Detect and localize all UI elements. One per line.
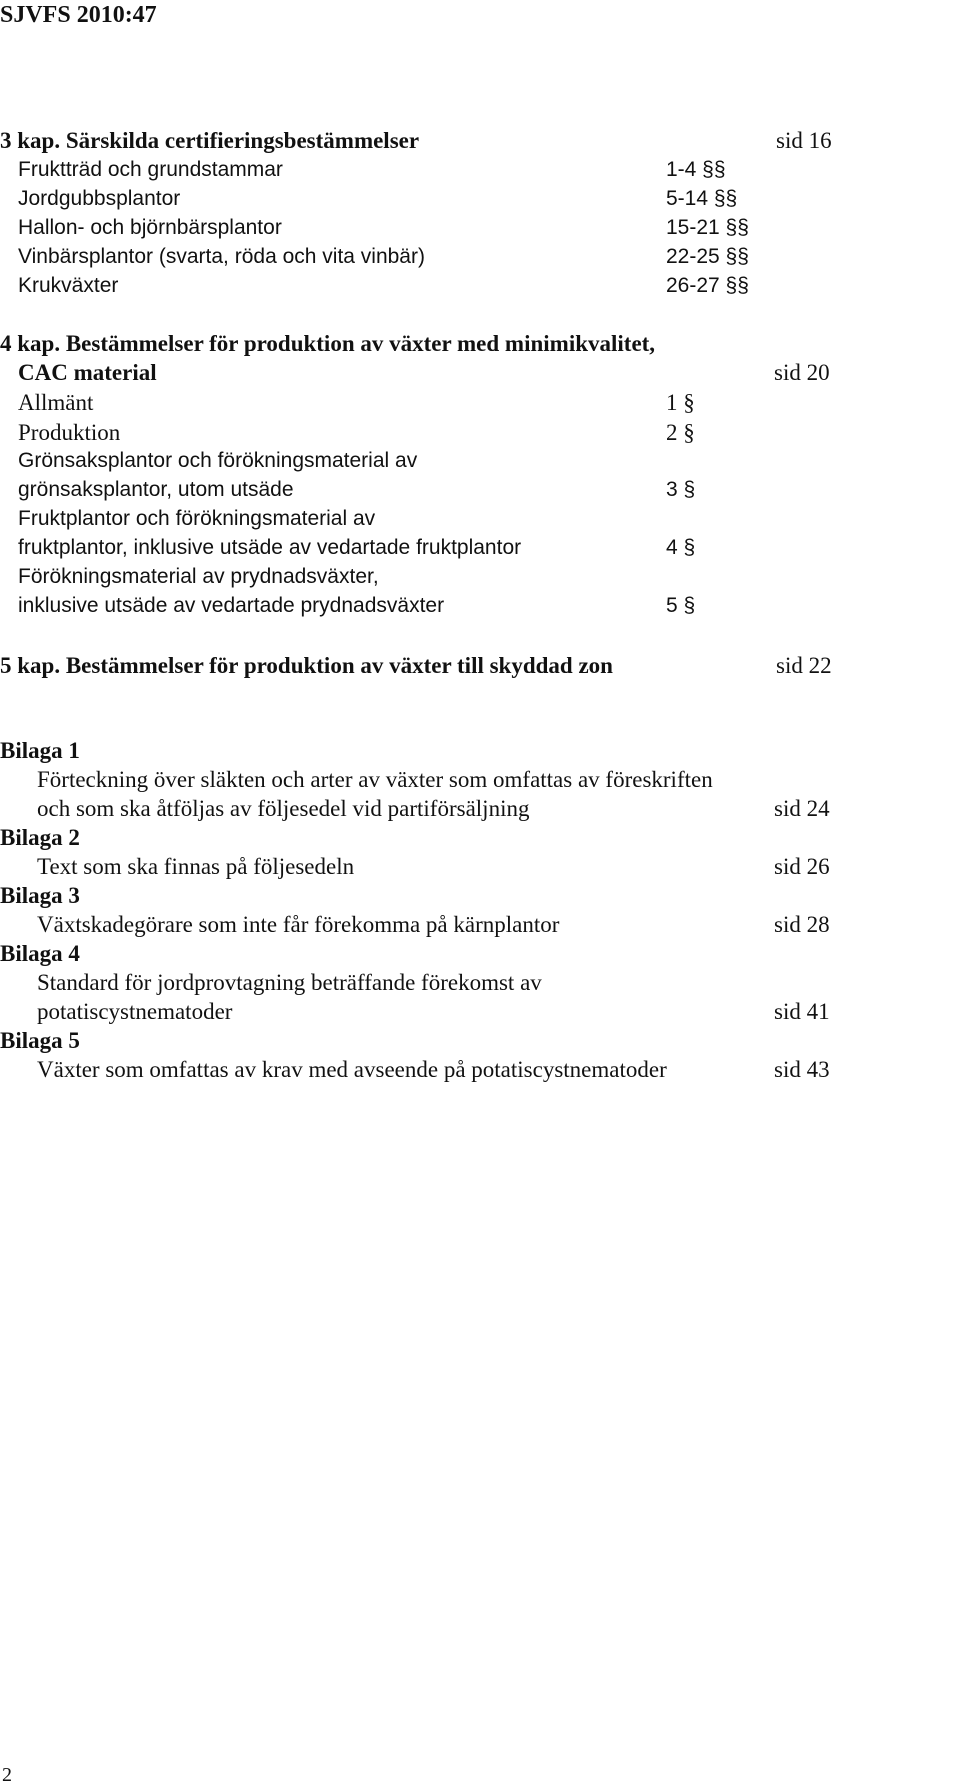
chapter-3-page: sid 16 (776, 128, 832, 153)
appendix-description: Växtskadegörare som inte får förekomma på kärnplantor (37, 912, 560, 937)
toc-item-ref: 15-21 §§ (666, 216, 749, 239)
toc-item-label: Förökningsmaterial av prydnadsväxter, (18, 565, 379, 588)
toc-item-label: Hallon- och björnbärsplantor (18, 216, 282, 239)
toc-item-label: Jordgubbsplantor (18, 187, 181, 210)
toc-item-ref: 2 § (666, 420, 695, 445)
appendix-page: sid 24 (774, 796, 830, 821)
toc-item-ref: 4 § (666, 536, 696, 559)
toc-item-label: inklusive utsäde av vedartade prydnadsväxter (18, 594, 445, 617)
toc-item-label: Produktion (18, 420, 121, 445)
page-number: 2 (2, 1764, 12, 1786)
chapter-4-heading: 4 kap. Bestämmelser för produktion av växter med minimikvalitet, (0, 331, 656, 356)
chapter-4-heading-cont: CAC material (18, 360, 157, 385)
chapter-4-page: sid 20 (774, 360, 830, 385)
appendix-page: sid 43 (774, 1057, 830, 1082)
appendix-description: potatiscystnematoder (37, 999, 233, 1024)
toc-item-ref: 1 § (666, 390, 695, 415)
toc-item-ref: 1-4 §§ (666, 158, 726, 181)
toc-item-ref: 3 § (666, 478, 696, 501)
toc-item-ref: 26-27 §§ (666, 274, 749, 297)
document-id: SJVFS 2010:47 (0, 2, 157, 28)
toc-item-label: Grönsaksplantor och förökningsmaterial av (18, 449, 418, 472)
toc-item-ref: 5-14 §§ (666, 187, 738, 210)
appendix-description: Växter som omfattas av krav med avseende på potatiscystnematoder (37, 1057, 667, 1082)
appendix-description: och som ska åtföljas av följesedel vid partiförsäljning (37, 796, 530, 821)
chapter-3-heading: 3 kap. Särskilda certifieringsbestämmelser (0, 128, 420, 153)
appendix-title: Bilaga 3 (0, 883, 80, 908)
toc-item-ref: 5 § (666, 594, 696, 617)
toc-item-ref: 22-25 §§ (666, 245, 749, 268)
toc-item-label: Fruktträd och grundstammar (18, 158, 283, 181)
appendix-page: sid 28 (774, 912, 830, 937)
appendix-title: Bilaga 1 (0, 738, 80, 763)
appendix-title: Bilaga 2 (0, 825, 80, 850)
appendix-title: Bilaga 5 (0, 1028, 80, 1053)
chapter-5-heading: 5 kap. Bestämmelser för produktion av växter till skyddad zon (0, 653, 613, 678)
appendix-description: Standard för jordprovtagning beträffande förekomst av (37, 970, 542, 995)
toc-item-label: Fruktplantor och förökningsmaterial av (18, 507, 376, 530)
appendix-page: sid 41 (774, 999, 830, 1024)
toc-item-label: Allmänt (18, 390, 94, 415)
chapter-5-page: sid 22 (776, 653, 832, 678)
toc-item-label: Krukväxter (18, 274, 119, 297)
appendix-description: Förteckning över släkten och arter av växter som omfattas av föreskriften (37, 767, 713, 792)
appendix-description: Text som ska finnas på följesedeln (37, 854, 355, 879)
appendix-page: sid 26 (774, 854, 830, 879)
toc-item-label: Vinbärsplantor (svarta, röda och vita vinbär) (18, 245, 425, 268)
toc-item-label: fruktplantor, inklusive utsäde av vedartade fruktplantor (18, 536, 522, 559)
appendix-title: Bilaga 4 (0, 941, 80, 966)
toc-item-label: grönsaksplantor, utom utsäde (18, 478, 294, 501)
